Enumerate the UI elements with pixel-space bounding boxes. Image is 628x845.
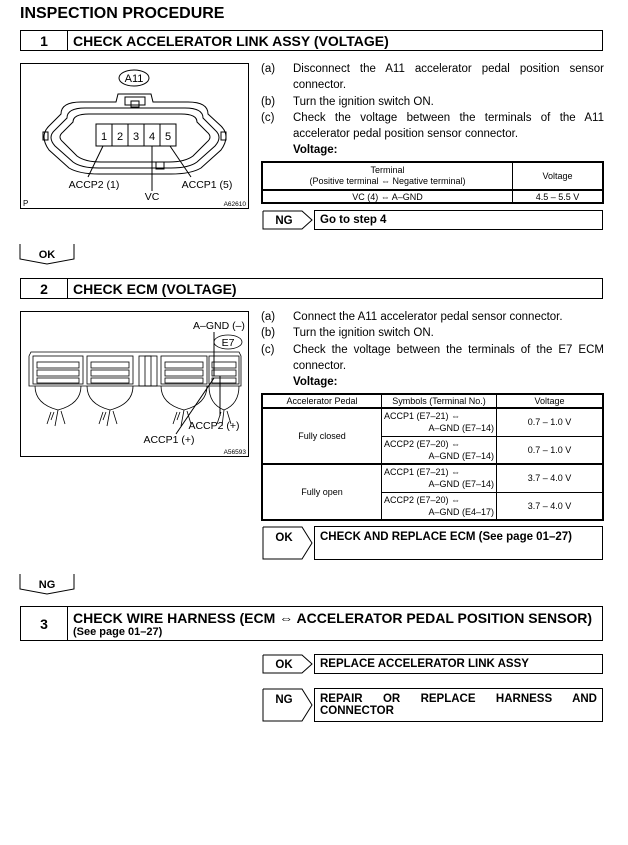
pin-1: 1: [100, 131, 108, 143]
symbols-cell: ACCP1 (E7–21) ⇔ A–GND (E7–14): [382, 408, 497, 436]
callout-accp1: ACCP1 (5): [181, 179, 233, 191]
terminal-cell: VC (4) ⇔ A–GND: [262, 190, 513, 203]
instr-text: Disconnect the A11 accelerator pedal position sensor connector.: [293, 63, 604, 92]
connector-block-2: [87, 356, 133, 426]
pin-2: 2: [116, 131, 124, 143]
step-1-header: [20, 30, 603, 51]
step-1-voltage-table: [261, 161, 604, 204]
connector-label: E7: [221, 337, 235, 349]
table-row: [262, 408, 603, 436]
step-subtitle: (See page 01–27): [73, 625, 163, 638]
symbols-cell: ACCP1 (E7–21) ⇔ A–GND (E7–14): [382, 464, 497, 492]
svg-text:NG: NG: [38, 579, 56, 591]
voltage-cell: 3.7 – 4.0 V: [497, 464, 604, 492]
flow-ng-arrow: [19, 573, 76, 595]
svg-text:NG: NG: [275, 215, 293, 227]
callout-vc: VC: [144, 191, 160, 203]
symbols-cell: ACCP2 (E7–20) ⇔ A–GND (E4–17): [382, 492, 497, 520]
instr-label: (b): [261, 95, 276, 108]
ok-tag-icon: [262, 526, 314, 560]
svg-text:OK: OK: [38, 249, 56, 261]
a11-connector-diagram: [21, 64, 248, 208]
voltage-cell: 4.5 – 5.5 V: [513, 190, 604, 203]
svg-text:OK: OK: [275, 532, 293, 544]
instr-text: Check the voltage between the terminals of the E7 ECM connector.: [293, 343, 604, 372]
step-2-header: [20, 278, 603, 299]
callout-accp2: ACCP2 (+): [188, 420, 240, 432]
result-action: Go to step 4: [314, 210, 603, 230]
voltage-label: Voltage:: [293, 376, 338, 389]
result-action: CHECK AND REPLACE ECM (See page 01–27): [314, 526, 603, 560]
table-header-symbols: Symbols (Terminal No.): [382, 394, 497, 408]
ng-tag-icon: [262, 688, 314, 722]
figure-id: A56593: [223, 449, 246, 456]
step-3-ok-result[interactable]: [262, 654, 603, 674]
instr-label: (c): [261, 343, 275, 356]
pin-5: 5: [164, 131, 172, 143]
instr-text: Check the voltage between the terminals of the A11 accelerator pedal position sensor connector.: [293, 111, 604, 141]
corner-mark: P: [23, 199, 29, 208]
a11-connector-figure: [20, 63, 249, 209]
voltage-label: Voltage:: [293, 144, 338, 157]
instr-text: Turn the ignition switch ON.: [293, 95, 434, 108]
voltage-cell: 3.7 – 4.0 V: [497, 492, 604, 520]
table-header-voltage: Voltage: [513, 162, 604, 190]
connector-label: A11: [124, 73, 144, 85]
pedal-cell: Fully closed: [262, 408, 382, 464]
instr-text: Connect the A11 accelerator pedal sensor connector.: [293, 311, 563, 323]
flow-ok-arrow: [19, 243, 76, 265]
page-title: INSPECTION PROCEDURE: [20, 5, 225, 22]
pin-row: [96, 124, 176, 146]
connector-block-3: [161, 356, 207, 426]
step-2-instructions: [261, 309, 604, 390]
step-title: CHECK WIRE HARNESS (ECM ⇔ ACCELERATOR PEDAL POSITION SENSOR): [73, 609, 593, 626]
ecm-connector-diagram: [21, 312, 248, 456]
callout-accp1: ACCP1 (+): [143, 434, 195, 446]
step-2-voltage-table: [261, 393, 604, 521]
connector-block-1: [33, 356, 83, 426]
svg-text:NG: NG: [275, 694, 293, 706]
result-action: REPLACE ACCELERATOR LINK ASSY: [314, 654, 603, 674]
instr-label: (a): [261, 63, 276, 75]
figure-id: A62610: [223, 201, 246, 208]
step-title: CHECK ACCELERATOR LINK ASSY (VOLTAGE): [73, 32, 389, 49]
voltage-cell: 0.7 – 1.0 V: [497, 408, 604, 436]
ok-tag-icon: [262, 654, 314, 674]
table-row: [262, 190, 603, 203]
instr-label: (c): [261, 111, 275, 124]
voltage-cell: 0.7 – 1.0 V: [497, 436, 604, 464]
callout-accp2: ACCP2 (1): [68, 179, 120, 191]
table-header-terminal: Terminal (Positive terminal ⇔ Negative terminal): [262, 162, 513, 190]
step-title: CHECK ECM (VOLTAGE): [73, 280, 237, 297]
pedal-cell: Fully open: [262, 464, 382, 520]
symbols-cell: ACCP2 (E7–20) ⇔ A–GND (E7–14): [382, 436, 497, 464]
step-2-ok-result[interactable]: [262, 526, 603, 560]
svg-text:OK: OK: [275, 659, 293, 671]
instr-label: (a): [261, 311, 276, 323]
table-header-voltage: Voltage: [497, 394, 604, 408]
instr-text: Turn the ignition switch ON.: [293, 327, 434, 340]
table-row: [262, 464, 603, 492]
result-action: REPAIR OR REPLACE HARNESS AND CONNECTOR: [314, 688, 603, 722]
pin-3: 3: [132, 131, 140, 143]
step-number: 2: [21, 279, 68, 298]
step-1-ng-result[interactable]: [262, 210, 603, 230]
ng-tag-icon: [262, 210, 314, 230]
step-3-header: [20, 606, 603, 641]
instr-label: (b): [261, 327, 276, 340]
step-number: 3: [21, 607, 68, 640]
e7-ecm-connector-figure: [20, 311, 249, 457]
callout-agnd: A–GND (–): [193, 320, 245, 332]
step-number: 1: [21, 31, 68, 50]
step-3-ng-result[interactable]: [262, 688, 603, 722]
step-1-instructions: [261, 61, 604, 159]
pin-4: 4: [148, 131, 156, 143]
table-header-pedal: Accelerator Pedal: [262, 394, 382, 408]
